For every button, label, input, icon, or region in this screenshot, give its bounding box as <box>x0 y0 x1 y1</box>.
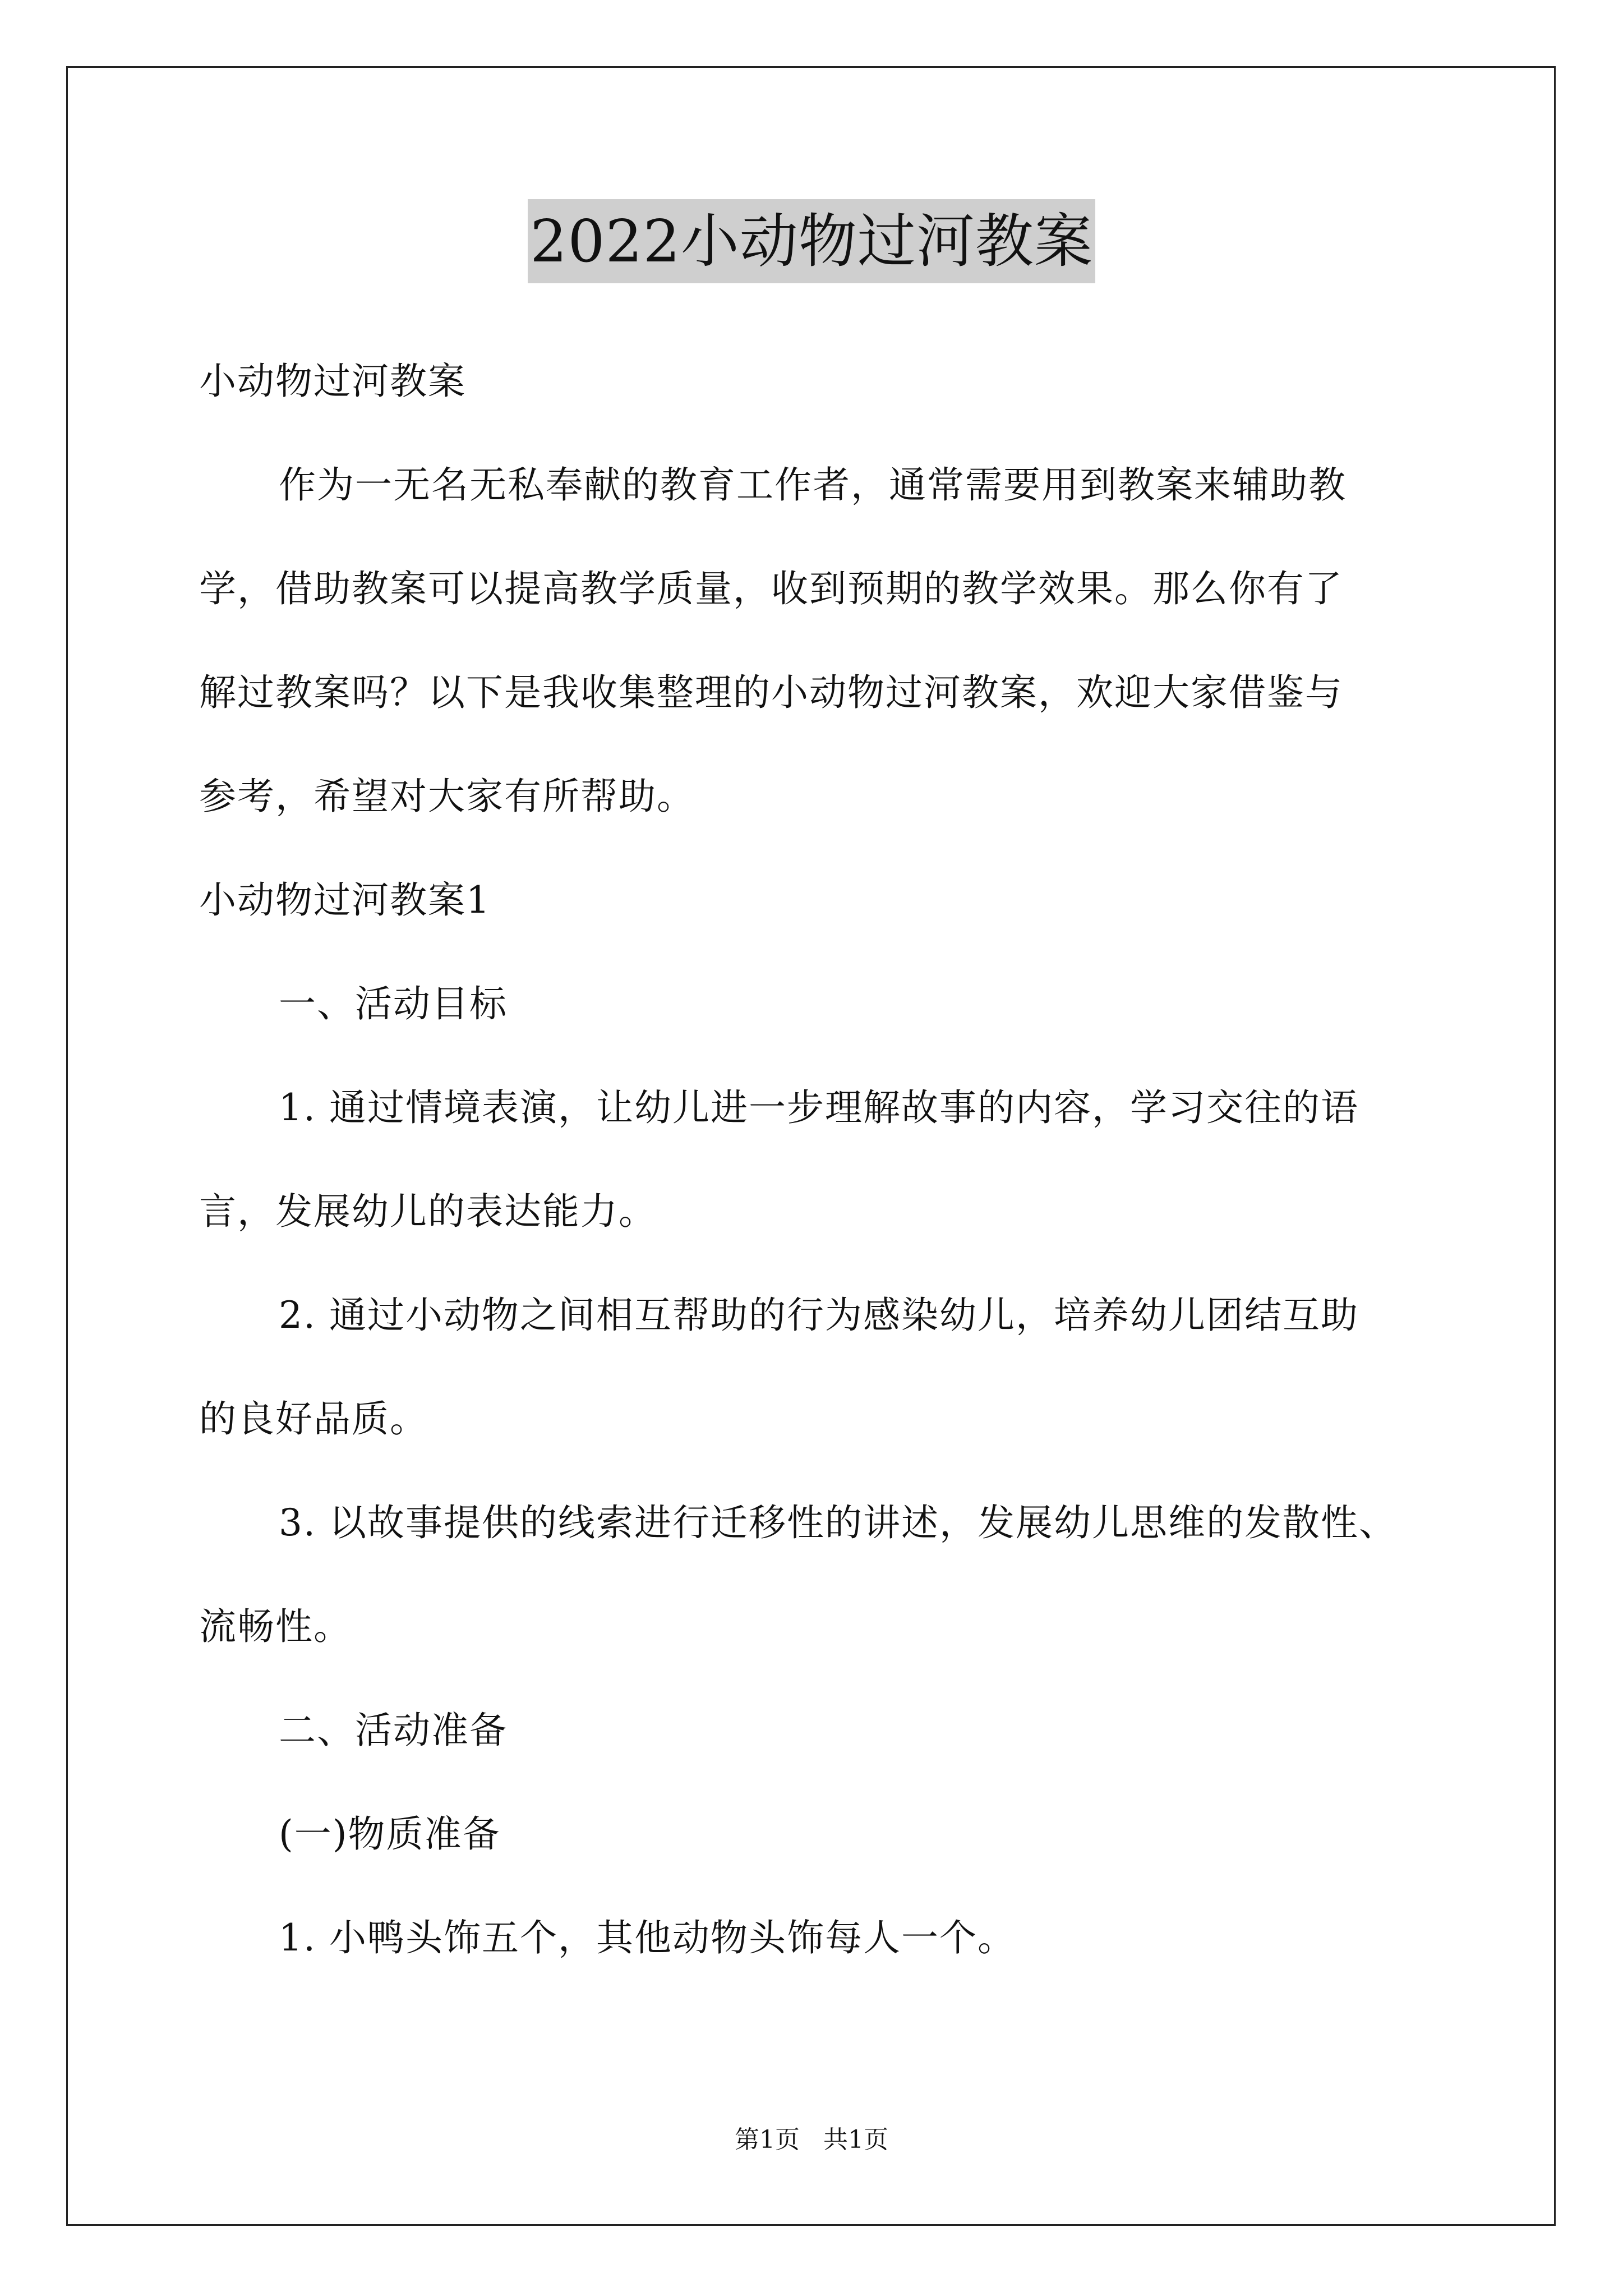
prep-heading: 二、活动准备 <box>279 1709 508 1752</box>
material-heading: (一)物质准备 <box>279 1812 501 1856</box>
goal-heading: 一、活动目标 <box>279 982 508 1025</box>
document-title: 2022小动物过河教案 <box>528 199 1095 283</box>
goal-3-line-1: 3. 以故事提供的线索进行迁移性的讲述，发展幼儿思维的发散性、 <box>279 1501 1397 1544</box>
section-heading: 小动物过河教案1 <box>199 878 491 922</box>
intro-line-2: 学，借助教案可以提高教学质量，收到预期的教学效果。那么你有了 <box>199 567 1343 610</box>
page-number: 第1页 <box>735 2125 800 2154</box>
goal-1-line-1: 1. 通过情境表演，让幼儿进一步理解故事的内容，学习交往的语 <box>279 1086 1359 1129</box>
material-item-1: 1. 小鸭头饰五个，其他动物头饰每人一个。 <box>279 1916 1016 1959</box>
intro-line-3: 解过教案吗？以下是我收集整理的小动物过河教案，欢迎大家借鉴与 <box>199 671 1343 714</box>
goal-1-line-2: 言，发展幼儿的表达能力。 <box>199 1190 657 1233</box>
goal-2-line-2: 的良好品质。 <box>199 1397 428 1441</box>
intro-line-4: 参考，希望对大家有所帮助。 <box>199 775 695 818</box>
page-footer <box>0 2123 1623 2157</box>
goal-3-line-2: 流畅性。 <box>199 1605 352 1648</box>
page-total: 共1页 <box>823 2125 888 2154</box>
goal-2-line-1: 2. 通过小动物之间相互帮助的行为感染幼儿，培养幼儿团结互助 <box>279 1294 1359 1337</box>
intro-line-1: 作为一无名无私奉献的教育工作者，通常需要用到教案来辅助教 <box>279 463 1347 507</box>
document-subtitle: 小动物过河教案 <box>199 360 466 403</box>
title-container <box>0 199 1623 283</box>
